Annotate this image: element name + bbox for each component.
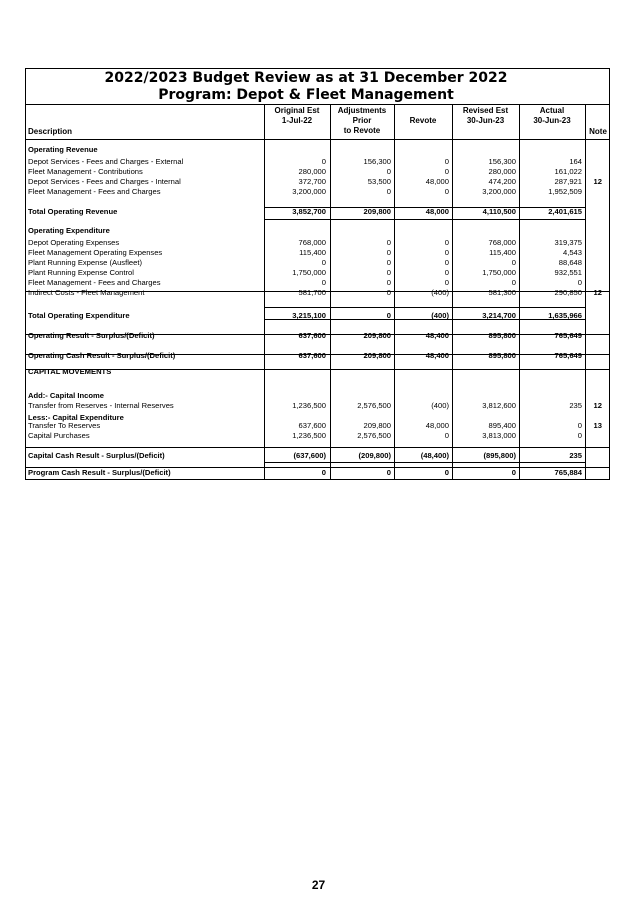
row-description: Transfer To Reserves (28, 421, 101, 430)
row-value: 319,375 (554, 238, 582, 247)
row-description: Depot Services - Fees and Charges - Internal (28, 177, 181, 186)
row-value: 0 (444, 187, 449, 196)
row-value: 0 (444, 157, 449, 166)
row-description: Program Cash Result - Surplus/(Deficit) (28, 468, 171, 477)
row-value: 0 (386, 187, 391, 196)
row-value: 895,800 (488, 351, 516, 360)
row-value: 0 (386, 238, 391, 247)
row-value: 88,648 (558, 258, 582, 267)
row-value: 0 (444, 268, 449, 277)
row-value: 156,300 (363, 157, 391, 166)
row-value: 0 (577, 431, 582, 440)
row-value: 280,000 (488, 167, 516, 176)
row-value: 1,236,500 (292, 401, 326, 410)
row-value: (48,400) (420, 451, 449, 460)
table-row (26, 350, 609, 361)
row-description: CAPITAL MOVEMENTS (28, 367, 112, 376)
row-value: 3,813,000 (482, 431, 516, 440)
section-rule (26, 447, 609, 448)
row-value: 0 (386, 288, 391, 297)
row-value: (209,800) (358, 451, 391, 460)
row-value: 637,600 (298, 331, 326, 340)
table-row (26, 450, 609, 461)
row-value: 1,236,500 (292, 431, 326, 440)
row-value: 0 (444, 468, 449, 477)
row-description: Fleet Management - Fees and Charges (28, 278, 161, 287)
header-description: Description (28, 127, 73, 136)
row-description: Depot Services - Fees and Charges - External (28, 157, 184, 166)
total-rule (264, 219, 585, 220)
row-value: 765,884 (554, 468, 582, 477)
row-note: 12 (593, 177, 602, 186)
row-value: (895,800) (483, 451, 516, 460)
row-value: 48,000 (425, 207, 449, 216)
row-value: 48,400 (425, 351, 449, 360)
row-description: Total Operating Expenditure (28, 311, 130, 320)
row-value: 161,022 (554, 167, 582, 176)
row-value: 0 (577, 421, 582, 430)
row-description: Depot Operating Expenses (28, 238, 120, 247)
row-value: 48,000 (425, 421, 449, 430)
table-row (26, 206, 609, 217)
row-description: Less:- Capital Expenditure (28, 413, 124, 422)
row-value: 209,800 (363, 351, 391, 360)
header-adjustments: Adjustments Prior to Revote (337, 106, 387, 135)
row-value: 209,800 (363, 207, 391, 216)
table-row (26, 467, 609, 478)
row-description: Capital Purchases (28, 431, 90, 440)
row-value: 372,700 (298, 177, 326, 186)
row-value: 164 (569, 157, 582, 166)
total-rule (264, 479, 585, 480)
row-value: 895,400 (488, 421, 516, 430)
program-title: Program: Depot & Fleet Management (158, 87, 454, 103)
header-bottom-rule (26, 139, 609, 140)
row-value: 0 (577, 278, 582, 287)
header-actual: Actual 30-Jun-23 (533, 106, 571, 125)
row-value: 3,200,000 (482, 187, 516, 196)
row-value: 0 (444, 258, 449, 267)
row-value: 0 (444, 431, 449, 440)
table-row (26, 430, 609, 441)
row-value: 280,000 (298, 167, 326, 176)
row-description: Fleet Management - Contributions (28, 167, 143, 176)
row-value: 1,952,509 (548, 187, 582, 196)
row-description: Operating Cash Result - Surplus/(Deficit) (28, 351, 176, 360)
row-value: 474,200 (488, 177, 516, 186)
row-description: Plant Running Expense (Ausfleet) (28, 258, 142, 267)
page-number: 27 (311, 878, 326, 892)
row-value: 637,600 (298, 421, 326, 430)
row-value: 0 (321, 258, 326, 267)
row-value: 581,300 (488, 288, 516, 297)
row-description: Fleet Management Operating Expenses (28, 248, 163, 257)
row-description: Fleet Management - Fees and Charges (28, 187, 161, 196)
row-value: 209,800 (363, 331, 391, 340)
row-value: 0 (444, 278, 449, 287)
row-value: 3,852,700 (292, 207, 326, 216)
row-value: 0 (386, 268, 391, 277)
table-row (26, 330, 609, 341)
row-description: Add:- Capital Income (28, 391, 104, 400)
row-description: Operating Result - Surplus/(Deficit) (28, 331, 155, 340)
row-description: Capital Cash Result - Surplus/(Deficit) (28, 451, 165, 460)
row-value: 1,750,000 (292, 268, 326, 277)
row-value: 2,401,615 (548, 207, 582, 216)
row-value: 2,576,500 (357, 431, 391, 440)
row-value: 0 (511, 258, 516, 267)
row-value: 4,110,500 (482, 207, 516, 216)
row-description: Plant Running Expense Control (28, 268, 134, 277)
header-original-est: Original Est 1-Jul-22 (274, 106, 320, 125)
row-value: 581,700 (298, 288, 326, 297)
row-value: 0 (386, 258, 391, 267)
row-value: 0 (386, 311, 391, 320)
row-value: 765,649 (554, 351, 582, 360)
row-value: (400) (431, 401, 449, 410)
row-value: 1,750,000 (482, 268, 516, 277)
row-description: Operating Expenditure (28, 226, 110, 235)
row-value: (400) (431, 288, 449, 297)
row-value: 3,200,000 (292, 187, 326, 196)
row-value: 0 (444, 238, 449, 247)
row-value: 3,812,600 (482, 401, 516, 410)
row-description: Transfer from Reserves - Internal Reserves (28, 401, 174, 410)
row-value: 290,850 (554, 288, 582, 297)
header-note: Note (589, 127, 607, 136)
table-row (26, 310, 609, 321)
row-value: 0 (444, 167, 449, 176)
row-value: 1,635,966 (548, 311, 582, 320)
row-value: 0 (511, 278, 516, 287)
row-value: 3,214,700 (482, 311, 516, 320)
row-value: (400) (431, 311, 449, 320)
row-value: 0 (321, 468, 326, 477)
table-row (26, 400, 609, 411)
row-value: 0 (386, 278, 391, 287)
report-title: 2022/2023 Budget Review as at 31 December 2022 (104, 70, 508, 86)
row-value: 287,921 (554, 177, 582, 186)
row-value: (637,600) (293, 451, 326, 460)
row-note: 13 (593, 421, 602, 430)
row-value: 115,400 (299, 248, 326, 257)
row-value: 4,543 (562, 248, 582, 257)
row-value: 0 (386, 468, 391, 477)
row-value: 0 (386, 167, 391, 176)
row-note: 12 (593, 288, 602, 297)
row-value: 53,500 (367, 177, 391, 186)
row-value: 0 (321, 157, 326, 166)
table-row (26, 186, 609, 197)
row-value: 156,300 (488, 157, 516, 166)
table-row (26, 144, 609, 155)
row-value: 0 (321, 278, 326, 287)
row-value: 768,000 (298, 238, 326, 247)
row-value: 3,215,100 (292, 311, 326, 320)
row-note: 12 (593, 401, 602, 410)
total-rule (264, 307, 585, 308)
row-value: 115,400 (489, 248, 516, 257)
row-value: 235 (569, 451, 582, 460)
row-description: Operating Revenue (28, 145, 98, 154)
row-value: 768,000 (488, 238, 516, 247)
row-value: 48,400 (425, 331, 449, 340)
row-value: 765,649 (554, 331, 582, 340)
row-description: Indirect Costs - Fleet Management (28, 288, 145, 297)
total-rule (264, 462, 585, 463)
row-value: 209,800 (363, 421, 391, 430)
table-row (26, 225, 609, 236)
row-value: 48,000 (425, 177, 449, 186)
row-value: 235 (569, 401, 582, 410)
row-value: 932,551 (554, 268, 582, 277)
budget-table (25, 68, 610, 480)
row-value: 0 (511, 468, 516, 477)
table-row (26, 287, 609, 298)
header-revote: Revote (409, 116, 437, 125)
row-value: 637,600 (298, 351, 326, 360)
row-value: 0 (386, 248, 391, 257)
row-description: Total Operating Revenue (28, 207, 118, 216)
header-revised-est: Revised Est 30-Jun-23 (462, 106, 509, 125)
row-value: 2,576,500 (357, 401, 391, 410)
header-top-rule (26, 104, 609, 105)
table-row (26, 366, 609, 377)
row-value: 895,800 (488, 331, 516, 340)
row-value: 0 (444, 248, 449, 257)
